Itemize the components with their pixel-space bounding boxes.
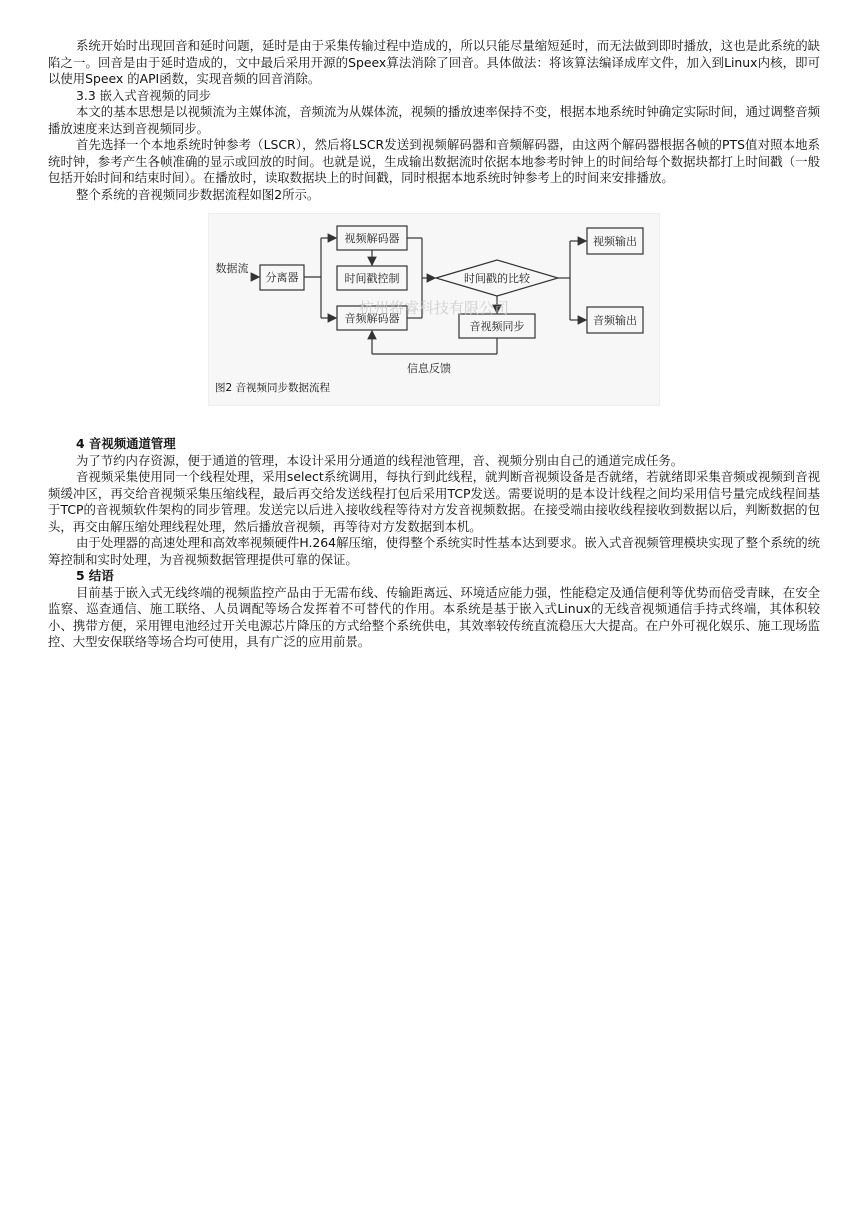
input-label: 数据流 [215,262,249,275]
paragraph-thread-flow: 音视频采集使用同一个线程处理，采用select系统调用，每执行到此线程，就判断音视频设备是否就绪，若就绪即采集音频或视频到音视频缓冲区，再交给音视频采集压缩线程，最后再交给发送线程打包后采用TCP发送。需要说明的是本设计线程之间均采用信号量完成线程间基于TCP的音视频软件架构的同步管理。发送完以后进入接收线程等待对方发音视频数据。在接受端由接收线程接收到数据以后，判断数据的包头，再交由解压缩处理线程处理，然后播放音视频，再等待对方发数据到本机。 [48,469,820,534]
paragraph-echo-delay: 系统开始时出现回音和延时问题，延时是由于采集传输过程中造成的，所以只能尽量缩短延时，而无法做到即时播放，这也是此系统的缺陷之一。回音是由于延时造成的，文中最后采用开源的Speex算法消除了回音。具体做法：将该算法编译成库文件，加入到Linux内核，即可以使用Speex 的API函数，实现音频的回音消除。 [48,38,820,86]
section-3-3-heading: 3.3 嵌入式音视频的同步 [76,87,212,103]
watermark-text: 杭州将睿科技有限公司 [358,299,510,317]
audio-decoder-label: 音频解码器 [344,312,400,325]
figure-2-sync-flow [208,213,660,406]
video-decoder-label: 视频解码器 [344,232,400,245]
splitter-label: 分离器 [265,271,299,284]
paragraph-sync-idea: 本文的基本思想是以视频流为主媒体流，音频流为从媒体流，视频的播放速率保持不变，根据本地系统时钟确定实际时间，通过调整音频播放速度来达到音视频同步。 [48,104,820,136]
section-4-heading: 4 音视频通道管理 [76,436,176,451]
paragraph-lscr: 首先选择一个本地系统时钟参考（LSCR），然后将LSCR发送到视频解码器和音频解码器，由这两个解码器根据各帧的PTS值对照本地系统时钟，参考产生各帧准确的显示或回放的时间。也就是说，生成输出数据流时依据本地参考时钟上的时间给每个数据块都打上时间戳（一般包括开始时间和结束时间）。在播放时，读取数据块上的时间戳，同时根据本地系统时钟参考上的时间来安排播放。 [48,137,820,185]
flow-diagram [209,214,659,405]
document-page [48,38,820,651]
figure-caption: 图2 音视频同步数据流程 [215,382,331,394]
paragraph-realtime: 由于处理器的高速处理和高效率视频硬件H.264解压缩，使得整个系统实时性基本达到要求。嵌入式音视频管理模块实现了整个系统的统筹控制和实时处理，为音视频数据管理提供可靠的保证。 [48,535,820,567]
section-5-heading: 5 结语 [76,568,114,583]
paragraph-channel-pool: 为了节约内存资源，便于通道的管理，本设计采用分通道的线程池管理，音、视频分别由自己的通道完成任务。 [76,452,684,468]
compare-label: 时间戳的比较 [464,272,530,285]
feedback-label: 信息反馈 [407,362,451,375]
timestamp-control-label: 时间戳控制 [344,272,400,285]
av-sync-label: 音视频同步 [469,320,525,333]
audio-output-label: 音频输出 [593,314,637,327]
paragraph-figure-ref: 整个系统的音视频同步数据流程如图2所示。 [76,186,320,202]
video-output-label: 视频输出 [593,235,637,248]
paragraph-conclusion: 目前基于嵌入式无线终端的视频监控产品由于无需布线、传输距离远、环境适应能力强，性能稳定及通信便利等优势而倍受青睐，在安全监察、巡查通信、施工联络、人员调配等场合发挥着不可替代的作用。本系统是基于嵌入式Linux的无线音视频通信手持式终端，其体积较小、携带方便，采用锂电池经过开关电源芯片降压的方式给整个系统供电，其效率较传统直流稳压大大提高。在户外可视化娱乐、施工现场监控、大型安保联络等场合均可使用，具有广泛的应用前景。 [48,584,820,649]
